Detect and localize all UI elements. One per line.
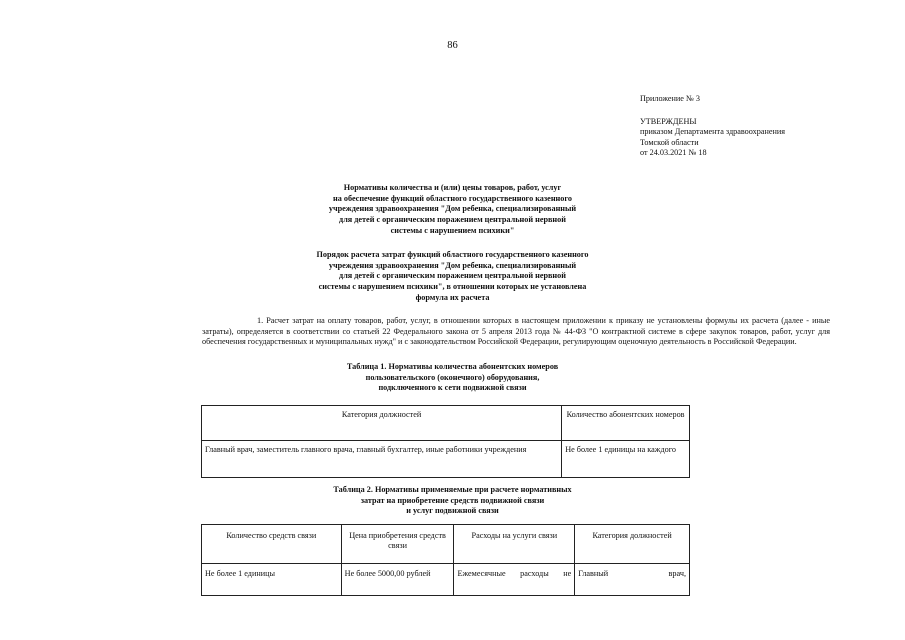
approval-line: приказом Департамента здравоохранения bbox=[640, 127, 786, 137]
section-title-line: для детей с органическим поражением центральной нервной bbox=[339, 271, 566, 281]
section-title-line: Порядок расчета затрат функций областного государственного казенного bbox=[316, 250, 589, 259]
caption-line: пользовательского (оконечного) оборудования, bbox=[365, 372, 540, 382]
table-cell: Не более 5000,00 рублей bbox=[341, 564, 454, 596]
table-cell: Главный врач, заместитель главного врача, главный бухгалтер, иные работники учреждения bbox=[202, 441, 562, 478]
table-header-cell: Количество средств связи bbox=[202, 525, 342, 564]
table-header-cell: Количество абонентских номеров bbox=[562, 406, 690, 441]
title-line: учреждения здравоохранения "Дом ребенка, специализированный bbox=[328, 204, 577, 214]
paragraph-1-text: 1. Расчет затрат на оплату товаров, работ, услуг, в отношении которых в настоящем приложении к приказу не установлены формулы их расчета (далее - иные затраты), определяется в соответствии со статьей 22 Федерального закона от 5 апреля 2013 года № 44-ФЗ "О контрактной системе в сфере закупок товаров, работ, услуг для обеспечения государственных и муниципальных нужд" и с законодательством Российской Федерации, регулирующим оценочную деятельность в Российской Федерации. bbox=[202, 316, 830, 347]
table-1-caption bbox=[200, 362, 705, 394]
table-header-cell: Категория должностей bbox=[202, 406, 562, 441]
section-title bbox=[200, 250, 705, 303]
table-cell: Не более 1 единицы на каждого bbox=[562, 441, 690, 478]
table-row bbox=[202, 564, 690, 596]
table-row bbox=[202, 441, 690, 478]
table-header-cell: Расходы на услуги связи bbox=[454, 525, 575, 564]
section-title-line: учреждения здравоохранения "Дом ребенка, специализированный bbox=[328, 260, 577, 270]
page-number: 86 bbox=[447, 40, 458, 51]
caption-line: Таблица 1. Нормативы количества абонентских номеров bbox=[346, 362, 559, 371]
document-title bbox=[200, 183, 705, 236]
table-2 bbox=[201, 524, 690, 596]
table-cell: Ежемесячные расходы не bbox=[454, 564, 575, 596]
approval-title: УТВЕРЖДЕНЫ bbox=[640, 117, 697, 126]
table-header-cell: Категория должностей bbox=[575, 525, 690, 564]
caption-line: подключенного к сети подвижной связи bbox=[378, 383, 527, 393]
table-header-cell: Цена приобретения средств связи bbox=[341, 525, 454, 564]
title-line: Нормативы количества и (или) цены товаров, работ, услуг bbox=[343, 183, 562, 192]
section-title-line: системы с нарушением психики", в отношении которых не установлена bbox=[318, 281, 587, 291]
approval-line: Томской области bbox=[640, 137, 699, 147]
table-2-caption bbox=[200, 485, 705, 517]
title-line: системы с нарушением психики" bbox=[390, 225, 515, 235]
caption-line: затрат на приобретение средств подвижной связи bbox=[360, 495, 545, 505]
approval-block bbox=[640, 117, 785, 158]
approval-line: от 24.03.2021 № 18 bbox=[640, 147, 707, 157]
table-1 bbox=[201, 405, 690, 478]
title-line: на обеспечение функций областного государственного казенного bbox=[333, 193, 572, 203]
caption-line: и услуг подвижной связи bbox=[406, 506, 499, 516]
table-cell: Не более 1 единицы bbox=[202, 564, 342, 596]
title-line: для детей с органическим поражением центральной нервной bbox=[339, 214, 566, 224]
table-header-row bbox=[202, 406, 690, 441]
paragraph-1 bbox=[202, 316, 830, 348]
caption-line: Таблица 2. Нормативы применяемые при расчете нормативных bbox=[333, 485, 572, 494]
section-title-line: формула их расчета bbox=[415, 292, 490, 302]
table-header-row bbox=[202, 525, 690, 564]
table-cell: Главный врач, bbox=[575, 564, 690, 596]
appendix-label: Приложение № 3 bbox=[640, 94, 700, 103]
